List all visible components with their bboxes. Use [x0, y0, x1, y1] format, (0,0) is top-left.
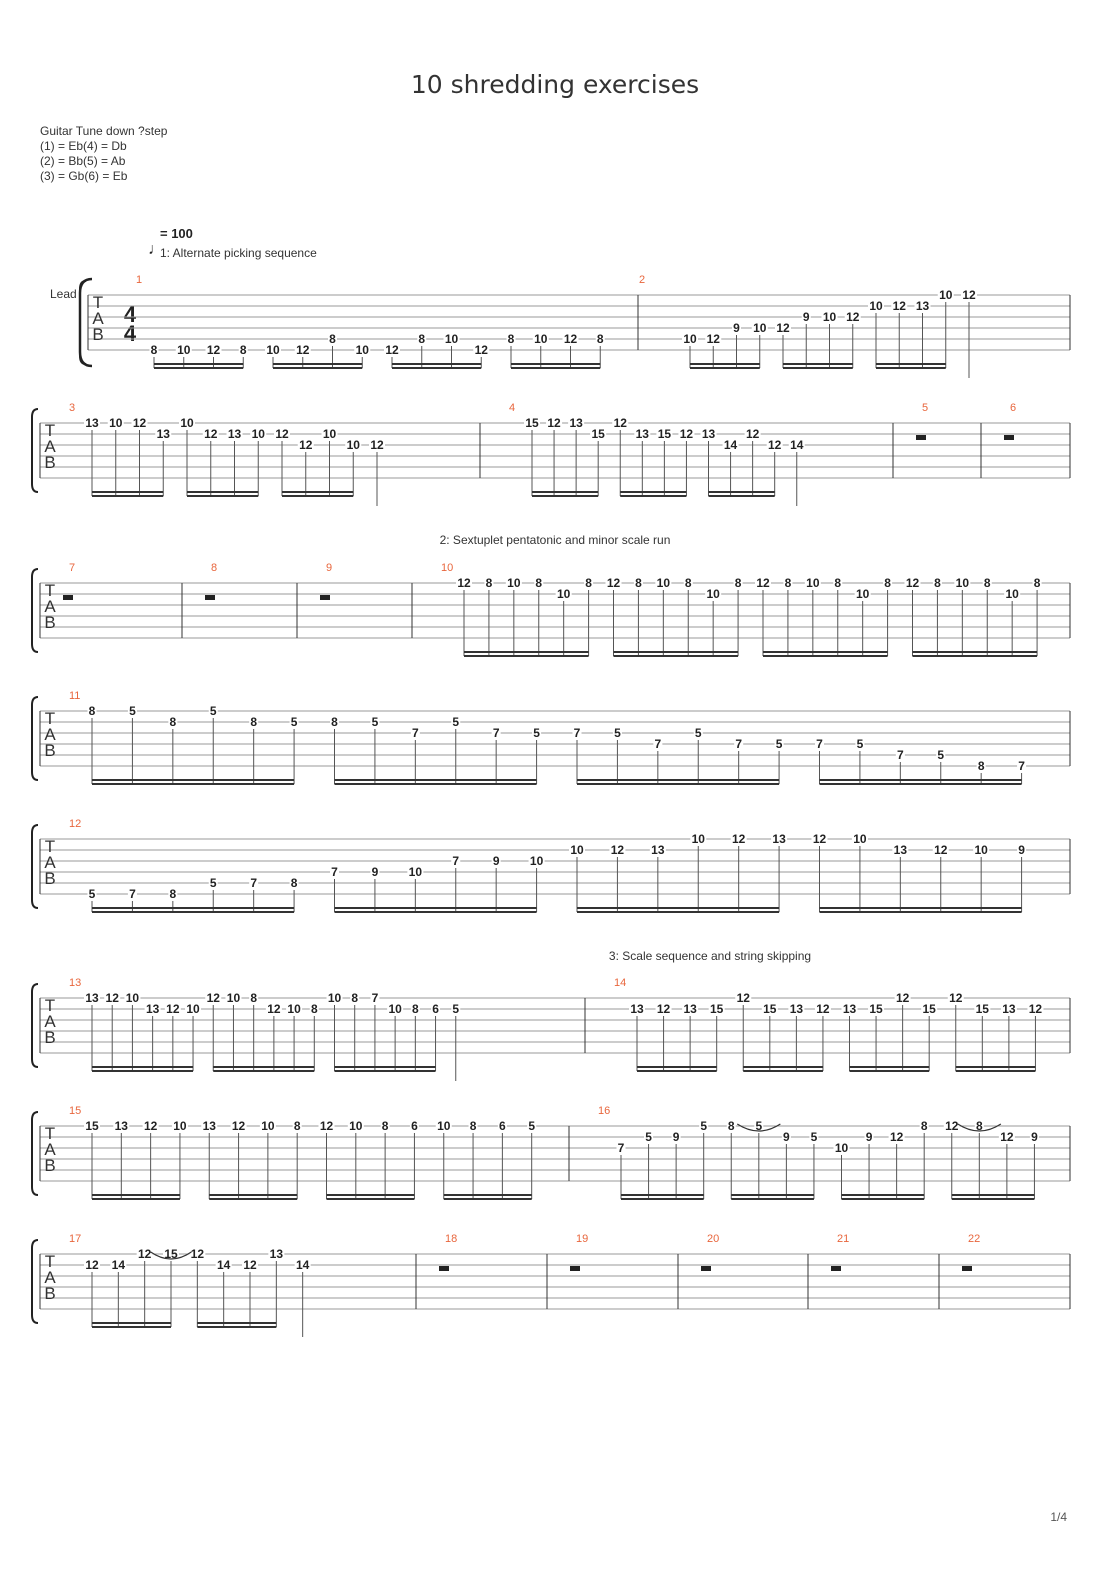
fret-number: 13: [227, 427, 242, 441]
whole-rest: [916, 435, 926, 440]
measure-number: 9: [326, 562, 333, 574]
fret-number: 5: [694, 726, 702, 740]
fret-number: 8: [411, 1002, 419, 1016]
fret-number: 12: [1028, 1002, 1043, 1016]
fret-number: 10: [437, 1119, 451, 1133]
measure-number: 3: [69, 402, 76, 414]
tempo-value: = 100: [160, 226, 193, 241]
fret-number: 12: [812, 832, 827, 846]
fret-number: 12: [610, 843, 625, 857]
fret-number: 6: [499, 1119, 506, 1133]
staff-system: [32, 562, 1070, 656]
time-signature-top: 4: [123, 302, 137, 327]
measure-number: 11: [69, 690, 81, 702]
fret-number: 12: [846, 310, 860, 324]
staff-system: [32, 1105, 1070, 1199]
fret-number: 10: [955, 576, 970, 590]
fret-number: 8: [329, 332, 336, 346]
fret-number: 15: [85, 1119, 99, 1133]
fret-number: 10: [327, 991, 342, 1005]
fret-number: 10: [109, 416, 123, 430]
fret-number: 12: [613, 416, 627, 430]
fret-number: 15: [591, 427, 605, 441]
fret-number: 13: [893, 843, 908, 857]
fret-number: 14: [111, 1258, 126, 1272]
fret-number: 15: [657, 427, 672, 441]
measure-number: 15: [69, 1105, 82, 1117]
fret-number: 12: [190, 1247, 205, 1261]
tab-clef-letter: A: [44, 725, 56, 744]
fret-number: 9: [1018, 843, 1025, 857]
fret-number: 13: [630, 1002, 644, 1016]
tab-clef-letter: T: [44, 1124, 56, 1143]
fret-number: 10: [853, 832, 867, 846]
staff-system: [32, 690, 1070, 784]
fret-number: 12: [85, 1258, 99, 1272]
fret-number: 7: [735, 737, 743, 751]
fret-number: 7: [492, 726, 500, 740]
track-name: Lead: [50, 287, 77, 301]
fret-number: 5: [937, 748, 945, 762]
fret-number: 8: [727, 1119, 735, 1133]
fret-number: 13: [1002, 1002, 1016, 1016]
fret-number: 5: [129, 704, 136, 718]
fret-number: 5: [810, 1130, 818, 1144]
fret-number: 13: [772, 832, 786, 846]
fret-number: 9: [802, 310, 810, 324]
staff-system: [32, 1233, 1070, 1337]
measure-number: 22: [968, 1233, 981, 1245]
tab-clef-letter: T: [44, 837, 56, 856]
tab-clef-letter: A: [44, 437, 56, 456]
fret-number: 13: [156, 427, 170, 441]
fret-number: 13: [683, 1002, 697, 1016]
tab-clef-letter: T: [44, 421, 56, 440]
staff-system: [32, 402, 1070, 506]
fret-number: 8: [585, 576, 592, 590]
fret-number: 15: [869, 1002, 883, 1016]
fret-number: 7: [250, 876, 258, 890]
fret-number: 10: [939, 288, 953, 302]
tab-clef-letter: T: [44, 709, 56, 728]
measure-number: 19: [576, 1233, 589, 1245]
fret-number: 8: [1033, 576, 1041, 590]
fret-number: 12: [137, 1247, 152, 1261]
fret-number: 9: [672, 1130, 680, 1144]
tab-clef-letter: A: [44, 1140, 56, 1159]
staff-brace: [32, 1112, 38, 1195]
fret-number: 13: [701, 427, 716, 441]
whole-rest: [570, 1266, 580, 1271]
fret-number: 8: [150, 343, 158, 357]
measure-number: 13: [69, 977, 82, 989]
tab-clef-letter: B: [44, 1028, 56, 1047]
fret-number: 8: [351, 991, 359, 1005]
fret-number: 12: [768, 438, 782, 452]
fret-number: 10: [529, 854, 544, 868]
fret-number: 7: [411, 726, 419, 740]
whole-rest: [320, 595, 330, 600]
fret-number: 12: [949, 991, 963, 1005]
fret-number: 13: [85, 416, 99, 430]
fret-number: 12: [105, 991, 119, 1005]
fret-number: 13: [842, 1002, 857, 1016]
fret-number: 7: [573, 726, 581, 740]
fret-number: 10: [266, 343, 280, 357]
fret-number: 12: [736, 991, 750, 1005]
fret-number: 5: [775, 737, 783, 751]
fret-number: 5: [533, 726, 540, 740]
measure-number: 2: [639, 274, 646, 286]
fret-number: 10: [125, 991, 140, 1005]
fret-number: 8: [834, 576, 842, 590]
fret-number: 12: [756, 576, 770, 590]
measure-number: 21: [837, 1233, 850, 1245]
tab-clef-letter: A: [44, 1012, 56, 1031]
fret-number: 7: [331, 865, 338, 879]
fret-number: 8: [169, 887, 177, 901]
fret-number: 14: [790, 438, 804, 452]
staff-system: [32, 977, 1070, 1081]
fret-number: 12: [231, 1119, 246, 1133]
fret-number: 12: [267, 1002, 281, 1016]
fret-number: 12: [934, 843, 948, 857]
page-number: 1/4: [1050, 1510, 1067, 1524]
fret-number: 8: [418, 332, 426, 346]
fret-number: 8: [469, 1119, 477, 1133]
fret-number: 10: [388, 1002, 402, 1016]
fret-number: 7: [896, 748, 904, 762]
fret-number: 12: [776, 321, 790, 335]
fret-number: 8: [485, 576, 493, 590]
fret-number: 10: [869, 299, 883, 313]
quarter-note-icon: ♩: [148, 241, 164, 258]
fret-number: 7: [617, 1141, 625, 1155]
fret-number: 12: [385, 343, 399, 357]
fret-number: 9: [865, 1130, 873, 1144]
fret-number: 12: [143, 1119, 158, 1133]
tab-clef-letter: B: [44, 1284, 56, 1303]
fret-number: 5: [645, 1130, 652, 1144]
fret-number: 10: [855, 587, 870, 601]
fret-number: 12: [731, 832, 746, 846]
fret-number: 10: [251, 427, 265, 441]
fret-number: 12: [905, 576, 920, 590]
fret-number: 12: [204, 427, 218, 441]
fret-number: 8: [784, 576, 792, 590]
fret-number: 12: [275, 427, 289, 441]
fret-number: 12: [945, 1119, 959, 1133]
fret-number: 5: [452, 1002, 460, 1016]
tuning-line: (2) = Bb(5) = Ab: [40, 154, 126, 168]
fret-number: 14: [216, 1258, 231, 1272]
staff-brace: [32, 1240, 38, 1323]
fret-number: 8: [507, 332, 515, 346]
fret-number: 5: [209, 704, 217, 718]
fret-number: 10: [177, 343, 191, 357]
fret-number: 8: [934, 576, 941, 590]
fret-number: 5: [290, 715, 298, 729]
fret-number: 10: [834, 1141, 849, 1155]
fret-number: 13: [635, 427, 649, 441]
measure-number: 10: [441, 562, 454, 574]
fret-number: 7: [371, 991, 379, 1005]
section-label: 3: Scale sequence and string skipping: [608, 949, 812, 963]
fret-number: 10: [1005, 587, 1019, 601]
fret-number: 12: [889, 1130, 904, 1144]
fret-number: 5: [856, 737, 864, 751]
fret-number: 10: [408, 865, 423, 879]
fret-number: 14: [295, 1258, 310, 1272]
fret-number: 8: [535, 576, 543, 590]
fret-number: 12: [370, 438, 384, 452]
fret-number: 12: [563, 332, 578, 346]
fret-number: 12: [296, 343, 310, 357]
fret-number: 10: [287, 1002, 301, 1016]
fret-number: 8: [331, 715, 338, 729]
fret-number: 12: [895, 991, 910, 1005]
fret-number: 12: [1000, 1130, 1014, 1144]
fret-number: 10: [322, 427, 337, 441]
fret-number: 12: [166, 1002, 180, 1016]
measure-number: 4: [509, 402, 516, 414]
fret-number: 10: [706, 587, 720, 601]
fret-number: 12: [606, 576, 621, 590]
tab-clef-letter: T: [44, 581, 56, 600]
fret-number: 15: [710, 1002, 724, 1016]
fret-number: 5: [88, 887, 96, 901]
fret-number: 10: [226, 991, 241, 1005]
fret-number: 13: [915, 299, 930, 313]
fret-number: 10: [656, 576, 671, 590]
fret-number: 13: [114, 1119, 128, 1133]
tab-clef-letter: B: [44, 869, 56, 888]
fret-number: 10: [349, 1119, 363, 1133]
whole-rest: [962, 1266, 972, 1271]
tab-clef-letter: B: [44, 453, 56, 472]
fret-number: 9: [733, 321, 740, 335]
staff-system: [80, 274, 1070, 378]
fret-number: 5: [209, 876, 217, 890]
fret-number: 8: [920, 1119, 928, 1133]
tab-clef-letter: B: [44, 613, 56, 632]
fret-number: 8: [734, 576, 742, 590]
fret-number: 8: [88, 704, 96, 718]
fret-number: 10: [355, 343, 369, 357]
fret-number: 9: [783, 1130, 790, 1144]
fret-number: 7: [654, 737, 662, 751]
fret-number: 10: [753, 321, 767, 335]
fret-number: 13: [569, 416, 583, 430]
fret-number: 9: [492, 854, 500, 868]
fret-number: 13: [85, 991, 99, 1005]
tab-clef-letter: B: [44, 1156, 56, 1175]
tab-clef-letter: A: [44, 853, 56, 872]
fret-number: 12: [132, 416, 147, 430]
fret-number: 10: [691, 832, 705, 846]
fret-number: 10: [822, 310, 837, 324]
staff-brace: [32, 984, 38, 1067]
fret-number: 12: [319, 1119, 334, 1133]
fret-number: 10: [806, 576, 820, 590]
tab-clef-letter: A: [44, 1268, 56, 1287]
fret-number: 8: [884, 576, 891, 590]
fret-number: 10: [570, 843, 584, 857]
tab-clef-letter: A: [44, 597, 56, 616]
tuning-line: (3) = Gb(6) = Eb: [40, 169, 128, 183]
fret-number: 5: [755, 1119, 763, 1133]
fret-number: 8: [239, 343, 247, 357]
fret-number: 12: [206, 343, 221, 357]
fret-number: 12: [816, 1002, 830, 1016]
staff-system: [32, 818, 1070, 912]
track-bracket: [80, 279, 92, 366]
whole-rest: [439, 1266, 449, 1271]
staff-brace: [32, 825, 38, 908]
measure-number: 18: [445, 1233, 458, 1245]
fret-number: 14: [723, 438, 738, 452]
fret-number: 8: [983, 576, 991, 590]
staff-systems: [32, 274, 1070, 1337]
fret-number: 8: [169, 715, 177, 729]
fret-number: 10: [261, 1119, 275, 1133]
measure-number: 14: [614, 977, 627, 989]
fret-number: 8: [977, 759, 985, 773]
fret-number: 8: [381, 1119, 389, 1133]
staff-brace: [32, 697, 38, 780]
measure-number: 1: [136, 274, 143, 286]
fret-number: 5: [452, 715, 460, 729]
fret-number: 12: [892, 299, 906, 313]
fret-number: 7: [129, 887, 136, 901]
staff-brace: [32, 409, 38, 492]
section-label: 2: Sextuplet pentatonic and minor scale run: [439, 533, 671, 547]
fret-number: 9: [371, 865, 379, 879]
fret-number: 12: [745, 427, 760, 441]
whole-rest: [63, 595, 73, 600]
fret-number: 7: [1018, 759, 1025, 773]
tab-clef-letter: A: [92, 309, 104, 328]
fret-number: 12: [457, 576, 471, 590]
fret-number: 15: [975, 1002, 989, 1016]
fret-number: 8: [310, 1002, 318, 1016]
score-title: 10 shredding exercises: [410, 70, 700, 99]
fret-number: 10: [173, 1119, 187, 1133]
fret-number: 12: [243, 1258, 257, 1272]
measure-number: 16: [598, 1105, 611, 1117]
fret-number: 10: [507, 576, 521, 590]
fret-number: 8: [290, 876, 298, 890]
fret-number: 12: [474, 343, 488, 357]
measure-number: 20: [707, 1233, 720, 1245]
fret-number: 8: [250, 991, 258, 1005]
fret-number: 12: [679, 427, 694, 441]
fret-number: 8: [684, 576, 692, 590]
measure-number: 8: [211, 562, 218, 574]
fret-number: 10: [556, 587, 571, 601]
fret-number: 7: [452, 854, 460, 868]
fret-number: 12: [962, 288, 976, 302]
fret-number: 13: [789, 1002, 804, 1016]
fret-number: 8: [250, 715, 258, 729]
staff-brace: [32, 569, 38, 652]
measure-number: 7: [69, 562, 76, 574]
fret-number: 9: [1031, 1130, 1038, 1144]
fret-number: 8: [975, 1119, 983, 1133]
measure-number: 6: [1010, 402, 1017, 414]
fret-number: 10: [444, 332, 459, 346]
tab-clef-letter: T: [92, 293, 104, 312]
fret-number: 5: [371, 715, 379, 729]
tuning-line: (1) = Eb(4) = Db: [40, 139, 127, 153]
fret-number: 13: [651, 843, 665, 857]
fret-number: 10: [186, 1002, 200, 1016]
fret-number: 13: [202, 1119, 216, 1133]
whole-rest: [205, 595, 215, 600]
fret-number: 10: [180, 416, 194, 430]
fret-number: 12: [656, 1002, 671, 1016]
whole-rest: [701, 1266, 711, 1271]
fret-number: 10: [534, 332, 548, 346]
tab-clef-letter: T: [44, 996, 56, 1015]
fret-number: 10: [346, 438, 360, 452]
time-signature-bottom: 4: [123, 321, 137, 346]
whole-rest: [1004, 435, 1014, 440]
fret-number: 13: [269, 1247, 284, 1261]
tab-clef-letter: T: [44, 1252, 56, 1271]
tuning-header: Guitar Tune down ?step: [40, 124, 168, 138]
fret-number: 15: [164, 1247, 178, 1261]
fret-number: 12: [206, 991, 220, 1005]
measure-number: 12: [69, 818, 82, 830]
fret-number: 8: [635, 576, 642, 590]
fret-number: 10: [974, 843, 988, 857]
fret-number: 15: [525, 416, 539, 430]
section-label: 1: Alternate picking sequence: [160, 246, 317, 260]
whole-rest: [831, 1266, 841, 1271]
fret-number: 6: [432, 1002, 439, 1016]
fret-number: 8: [293, 1119, 301, 1133]
fret-number: 15: [922, 1002, 936, 1016]
fret-number: 5: [614, 726, 621, 740]
fret-number: 12: [299, 438, 313, 452]
tab-clef-letter: B: [92, 325, 104, 344]
fret-number: 7: [816, 737, 823, 751]
tab-clef-letter: B: [44, 741, 56, 760]
measure-number: 17: [69, 1233, 82, 1245]
fret-number: 8: [596, 332, 604, 346]
fret-number: 12: [706, 332, 720, 346]
fret-number: 5: [528, 1119, 536, 1133]
fret-number: 15: [763, 1002, 777, 1016]
fret-number: 6: [411, 1119, 418, 1133]
fret-number: 12: [547, 416, 561, 430]
fret-number: 13: [145, 1002, 160, 1016]
fret-number: 5: [700, 1119, 708, 1133]
measure-number: 5: [922, 402, 929, 414]
fret-number: 10: [683, 332, 697, 346]
